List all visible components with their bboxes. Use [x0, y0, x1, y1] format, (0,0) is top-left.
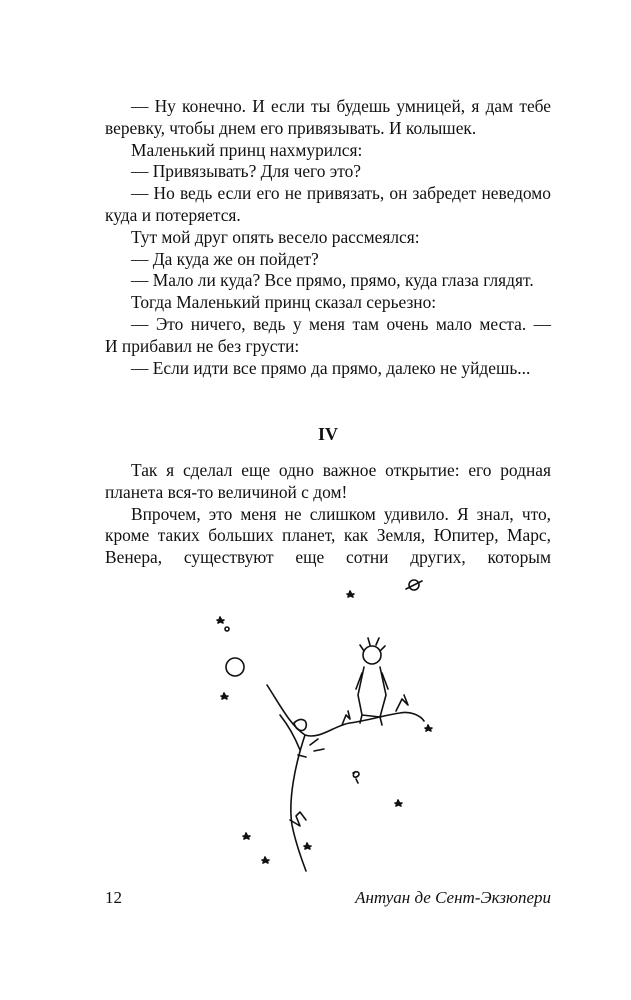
paragraph: — Мало ли куда? Все прямо, прямо, куда глаза глядят.: [131, 270, 534, 291]
paragraph: И прибавил не без грусти:: [105, 335, 300, 356]
paragraph: Маленький принц нахмурился:: [131, 139, 363, 160]
chapter-heading: IV: [317, 424, 338, 444]
chapter-iv-text: [105, 460, 551, 569]
paragraph: Тогда Маленький принц сказал серьезно:: [131, 292, 437, 313]
paragraph: — Да куда же он пойдет?: [131, 248, 319, 269]
little-prince-on-asteroid-drawing-icon: [210, 575, 450, 885]
running-head: Антуан де Сент-Экзюпери: [355, 888, 551, 907]
paragraph: — Привязывать? Для чего это?: [131, 161, 362, 182]
paragraph: Так я сделал еще одно важное открытие: его родная планета вся-то величиной с дом!: [105, 460, 551, 502]
page-number: 12: [105, 888, 122, 907]
chapter-text-top: [105, 96, 551, 379]
paragraph: Тут мой друг опять весело рассмеялся:: [131, 226, 420, 247]
paragraph: — Ну конечно. И если ты будешь умницей, я дам тебе веревку, чтобы днем его привязывать. И колышек.: [105, 96, 551, 138]
paragraph: — Это ничего, ведь у меня там очень мало места. —: [131, 313, 551, 334]
paragraph: Впрочем, это меня не слишком удивило. Я знал, что, кроме таких больших планет, как Земля, Юпитер, Марс, Венера, существуют еще сотни других, которым: [105, 503, 551, 568]
paragraph: — Но ведь если его не привязать, он забредет неведомо куда и потеряется.: [105, 183, 551, 225]
paragraph: — Если идти все прямо да прямо, далеко не уйдешь...: [131, 357, 531, 378]
